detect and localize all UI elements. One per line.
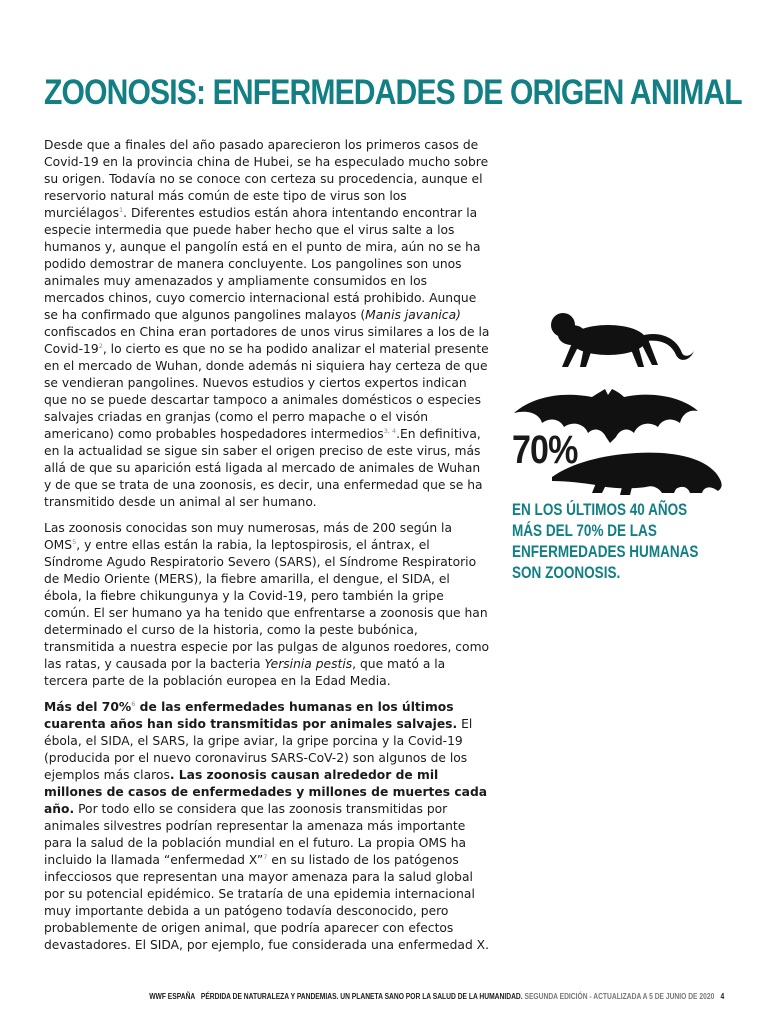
article-body <box>44 137 490 963</box>
text-run: , que mató a la tercera parte de la población europea en la Edad Media. <box>44 657 446 688</box>
species-name: Yersinia pestis <box>264 657 353 671</box>
footnote-ref: 7 <box>263 852 268 861</box>
bold-run: . Las zoonosis causan alrededor de mil millones de casos de enfermedades y millones de muertes cada año. <box>44 768 488 816</box>
text-run: . Diferentes estudios están ahora intentando encontrar la especie intermedia que puede haber hecho que el virus salte a los humanos y, aunque el pangolín está en el punto de mira, aún no se ha podido demostrar de manera concluyente. Los pangolines son unos animales muy amenazados y ampliamente consumidos en los mercados chinos, cuyo comercio internacional está prohibido. Aunque se ha confirmado que algunos pangolines malayos ( <box>44 206 481 322</box>
bold-run: de las enfermedades humanas en los últimos cuarenta años han sido transmitidas por animales salvajes. <box>44 700 458 731</box>
stat-percentage: 70% <box>512 428 578 472</box>
text-run: Las zoonosis conocidas son muy numerosas, más de 200 según la OMS <box>44 521 453 552</box>
text-run: .En definitiva, en la actualidad se sigue sin saber el origen preciso de este virus, más allá de que su aparición está ligada al mercado de animales de Wuhan y de que se trata de una zoonosis, es decir, una enfermedad que se ha transmitido desde un animal al ser humano. <box>44 427 483 509</box>
page-number: 4 <box>720 991 724 1001</box>
footnote-ref: 5 <box>72 537 77 546</box>
page-footer <box>149 990 724 1002</box>
stat-caption: EN LOS ÚLTIMOS 40 AÑOS MÁS DEL 70% DE LAS ENFERMEDADES HUMANAS SON ZOONOSIS. <box>512 501 699 582</box>
footnote-ref: 1 <box>119 205 124 214</box>
text-run: El ébola, el SIDA, el SARS, la gripe aviar, la gripe porcina y la Covid-19 (producida por el nuevo coronavirus SARS-CoV-2) son algunos de los ejemplos más claros <box>44 717 473 782</box>
footer-edition: SEGUNDA EDICIÓN - ACTUALIZADA A 5 DE JUNIO DE 2020 <box>524 991 715 1001</box>
text-run: confiscados en China eran portadores de unos virus similares a los de la Covid-19 <box>44 325 490 356</box>
monkey-icon <box>551 313 694 367</box>
text-run: en su listado de los patógenos infecciosos que representan una mayor amenaza para la salud global por su potencial epidémico. Se trataría de una epidemia internacional muy importante debida a un patógeno todavía desconocido, pero probablemente de origen animal, que podría aparecer con efectos devastadores. El SIDA, por ejemplo, fue considerada una enfermedad X. <box>44 853 490 952</box>
bold-run: Más del 70% <box>44 700 132 714</box>
footer-report-title: PÉRDIDA DE NATURALEZA Y PANDEMIAS. UN PLANETA SANO POR LA SALUD DE LA HUMANIDAD. <box>200 991 523 1001</box>
footnote-ref: 2 <box>98 341 103 350</box>
footnote-ref: 6 <box>131 699 136 708</box>
footer-org: WWF ESPAÑA <box>148 991 195 1001</box>
text-run: Por todo ello se considera que las zoonosis transmitidas por animales silvestres podrían representar la amenaza más importante para la salud de la población mundial en el futuro. La propia OMS ha incluido la llamada “enfermedad X” <box>44 802 467 867</box>
species-name: Manis javanica) <box>365 308 461 322</box>
page-title: ZOONOSIS: ENFERMEDADES DE ORIGEN ANIMAL <box>44 73 742 112</box>
footnote-ref: 3, 4 <box>383 426 397 435</box>
text-run: , y entre ellas están la rabia, la leptospirosis, el ántrax, el Síndrome Agudo Respiratorio Severo (SARS), el Síndrome Respiratorio de Medio Oriente (MERS), la fiebre amarilla, el dengue, el SIDA, el ébola, la fiebre chikungunya y la Covid-19, pero también la gripe común. El ser humano ya ha tenido que enfrentarse a zoonosis que han determinado el curso de la historia, como la peste bubónica, transmitida a nuestra especie por las pulgas de algunos roedores, como las ratas, y causada por la bacteria <box>44 538 490 671</box>
paragraph-origin <box>44 137 490 511</box>
paragraph-seventy-percent <box>44 699 490 954</box>
text-run: , lo cierto es que no se ha podido analizar el material presente en el mercado de Wuhan, donde además ni siquiera hay certeza de que se vendieran pangolines. Nuevos estudios y ciertos expertos indican que no se puede descartar tampoco a animales domésticos o especies salvajes criadas en granjas (como el perro mapache o el visón americano) como probables hospedadores intermedios <box>44 342 489 441</box>
paragraph-known-zoonoses <box>44 520 490 690</box>
text-run: Desde que a finales del año pasado aparecieron los primeros casos de Covid-19 en la provincia china de Hubei, se ha especulado mucho sobre su origen. Todavía no se conoce con certeza su procedencia, aunque el reservorio natural más común de este tipo de virus son los murciélagos <box>44 138 489 220</box>
